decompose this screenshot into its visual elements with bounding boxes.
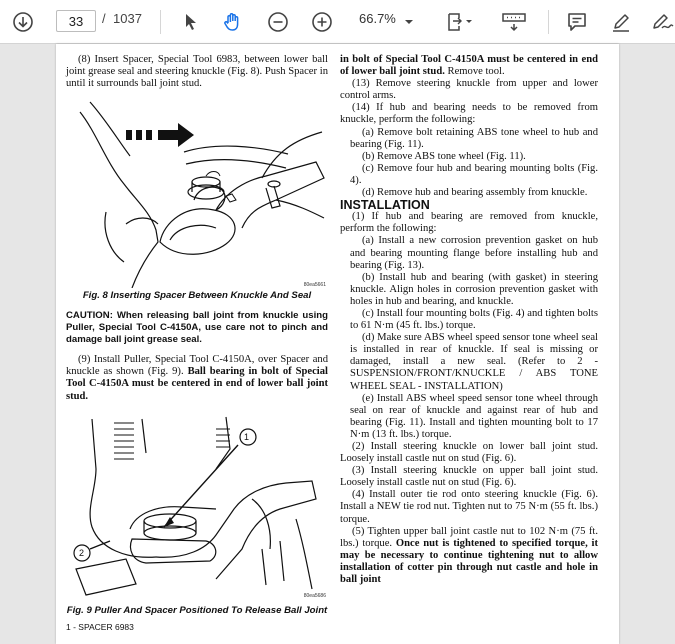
continued-text-bold: in bolt of Special Tool C-4150A must be centered in end of lower ball joint stud. <box>340 54 598 78</box>
step-13-text: (13) Remove steering knuckle from upper and lower control arms. <box>340 78 598 102</box>
step-14-text: (14) If hub and bearing needs to be removed from knuckle, perform the following: <box>340 102 598 126</box>
caution-note: CAUTION: When releasing ball joint from knuckle using Puller, Special Tool C-4150A, use care not to pinch and damage ball joint grease seal. <box>66 310 328 346</box>
install-step-4-text: (4) Install outer tie rod onto steering knuckle (Fig. 6). Install a NEW tie rod nut. Tighten nut to 75 N·m (55 ft. lbs.) torque. <box>340 489 598 525</box>
install-step-5-text <box>340 526 598 586</box>
install-step-3-text: (3) Install steering knuckle on upper ball joint stud. Loosely install castle nut on stud (Fig. 6). <box>340 465 598 489</box>
install-step-5-text-bold: Once nut is tightened to specified torque, it may be necessary to continue tightening nut to allow installation of cotter pin through nut castle and hole in ball joint <box>340 537 598 586</box>
step-8-text: (8) Insert Spacer, Special Tool 6983, between lower ball joint grease seal and steering knuckle (Fig. 8). Push Spacer in until it surrounds ball joint stud. <box>66 54 328 90</box>
figure-9-legend-1: 1 - SPACER 6983 <box>66 621 134 632</box>
page-number-input[interactable]: 33 <box>56 10 96 32</box>
pdf-toolbar <box>0 0 675 44</box>
step-14d-text: (d) Remove hub and bearing assembly from knuckle. <box>362 187 588 199</box>
install-step-1a-text: (a) Install a new corrosion prevention gasket on hub and bearing mounting flange before installing hub and bearing (Fig. 13). <box>350 235 598 271</box>
comment-icon[interactable] <box>564 8 590 36</box>
install-step-1-text: (1) If hub and bearing are removed from knuckle, perform the following: <box>340 211 598 235</box>
zoom-out-icon[interactable] <box>266 8 290 36</box>
step-14a-text: (a) Remove bolt retaining ABS tone wheel to hub and bearing (Fig. 11). <box>350 126 598 150</box>
toolbar-divider <box>548 10 549 34</box>
download-icon[interactable] <box>10 8 36 36</box>
figure-9-code: 80ea5686 <box>303 592 326 599</box>
figure-9-illustration <box>66 409 328 599</box>
document-page <box>56 44 619 644</box>
zoom-in-icon[interactable] <box>310 8 334 36</box>
highlight-pen-icon[interactable] <box>608 8 634 36</box>
step-14c-text: (c) Remove four hub and bearing mounting bolts (Fig. 4). <box>350 162 598 186</box>
install-step-1b-text: (b) Install hub and bearing (with gasket) in steering knuckle. Align holes in corrosion prevention gasket with holes in hub and bearing, and knuckle. <box>350 271 598 307</box>
figure-8-caption: Fig. 8 Inserting Spacer Between Knuckle And Seal <box>82 290 312 302</box>
hand-pan-icon[interactable] <box>220 8 246 36</box>
page-total: 1037 <box>113 11 142 26</box>
figure-9-callout-2: 2 <box>79 547 85 558</box>
left-column <box>66 54 328 633</box>
install-step-1d-text: (d) Make sure ABS wheel speed sensor tone wheel seal is installed in rear of knuckle. If seal is missing or damaged, install a new seal. (Refer to 2 - SUSPENSION/FRONT/KNUCKLE / ABS TONE WHEEL SEAL - INSTALLATION) <box>350 332 598 392</box>
figure-8-code: 80ea5661 <box>303 282 326 289</box>
page-separator: / <box>102 11 106 26</box>
scroll-mode-icon[interactable] <box>500 8 528 36</box>
install-step-5-text-normal: (5) Tighten upper ball joint castle nut to 102 N·m (75 ft. lbs.) torque. <box>340 525 598 549</box>
step-9-text-bold: Ball bearing in bolt of Special Tool C-4150A must be centered in end of lower ball joint stud. <box>66 366 328 402</box>
zoom-level-select[interactable]: 66.7% <box>359 11 396 26</box>
fit-page-icon[interactable] <box>444 8 474 36</box>
sign-icon[interactable] <box>650 8 675 36</box>
select-arrow-icon[interactable] <box>180 8 202 36</box>
install-step-2-text: (2) Install steering knuckle on lower ball joint stud. Loosely install castle nut on stud (Fig. 6). <box>340 441 598 465</box>
chevron-down-icon[interactable] <box>404 13 414 31</box>
step-9-text <box>66 354 328 402</box>
step-14b-text: (b) Remove ABS tone wheel (Fig. 11). <box>362 150 526 162</box>
install-step-1e-text: (e) Install ABS wheel speed sensor tone wheel through seal on rear of knuckle and against rear of hub and bearing (Fig. 11). Install and tighten mounting bolt to 17 N·m (13 ft. lbs.) torque. <box>350 392 598 440</box>
continued-text-normal: Remove tool. <box>444 66 505 78</box>
figure-8-illustration <box>66 92 328 288</box>
toolbar-divider <box>160 10 161 34</box>
figure-9-callout-1: 1 <box>244 431 250 442</box>
right-column <box>340 54 598 586</box>
installation-heading: INSTALLATION <box>340 198 430 213</box>
figure-9-caption: Fig. 9 Puller And Spacer Positioned To Release Ball Joint <box>66 604 328 616</box>
continued-text <box>340 54 598 78</box>
step-9-text-normal: (9) Install Puller, Special Tool C-4150A, over Spacer and knuckle as shown (Fig. 9). <box>66 354 328 378</box>
install-step-1c-text: (c) Install four mounting bolts (Fig. 4) and tighten bolts to 61 N·m (45 ft. lbs.) torque. <box>350 307 598 332</box>
